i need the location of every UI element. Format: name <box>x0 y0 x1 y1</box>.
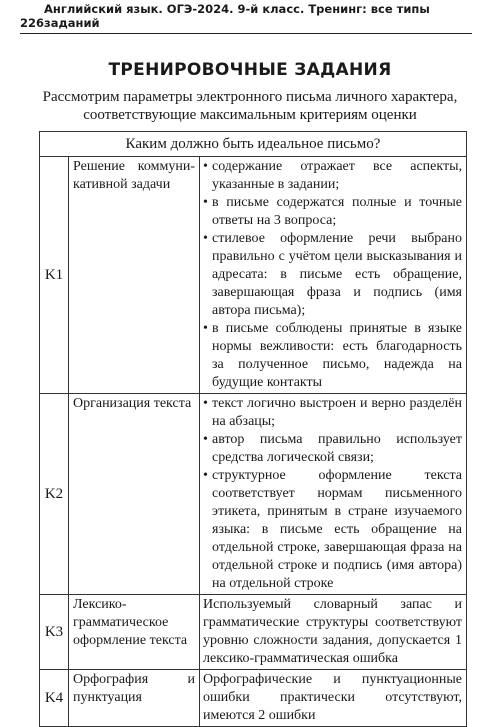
criterion-description: Орфографические и пунктуационные ошибки практически отсутствуют, имеются 2 ошибки <box>200 670 467 727</box>
list-item: • в письме соблюдены принятые в языке нормы вежливости: есть благодарность за полученное письмо, надежда на будущие контакты <box>203 320 462 392</box>
page-number: 226 <box>20 16 45 30</box>
header-rule <box>20 33 472 34</box>
list-item: • стилевое оформление речи выбрано правильно с учётом цели высказывания и адресата: в письме есть обращение, завершающая фраза и подпись (имя автора письма); <box>203 230 462 320</box>
criterion-code: K2 <box>40 394 69 595</box>
criterion-description <box>200 394 467 595</box>
table-row <box>40 394 467 595</box>
criterion-name: Орфография и пунктуация <box>69 670 200 727</box>
book-title: Английский язык. ОГЭ-2024. 9-й класс. Тренинг: все типы заданий <box>44 2 430 30</box>
list-item: • структурное оформление текста соответствует нормам письменного этикета, принятым в стране изучаемого языка: в письме есть обращение на отдельной строке, завершающая фраза на отдельной строке и подпись (имя автора) на отдельной строке <box>203 467 462 593</box>
running-header <box>20 2 472 30</box>
list-item: • в письме содержатся полные и точные ответы на 3 вопроса; <box>203 194 462 230</box>
section-title: ТРЕНИРОВОЧНЫЕ ЗАДАНИЯ <box>108 60 392 80</box>
criteria-table <box>39 131 467 727</box>
table-row <box>40 670 467 727</box>
table-row <box>40 595 467 670</box>
criterion-name: Решение коммуни-кативной задачи <box>69 157 200 394</box>
section-subtitle: Рассмотрим параметры электронного письма личного характера, соответствующие максимальным критериям оценки <box>42 89 458 123</box>
criterion-code: K3 <box>40 595 69 670</box>
criterion-name: Лексико-грамматическое оформление текста <box>69 595 200 670</box>
list-item: • текст логично выстроен и верно разделён на абзацы; <box>203 395 462 431</box>
table-row <box>40 157 467 394</box>
list-item: • содержание отражает все аспекты, указанные в задании; <box>203 158 462 194</box>
criterion-description <box>200 157 467 394</box>
table-header: Каким должно быть идеальное письмо? <box>40 132 467 157</box>
list-item: • автор письма правильно использует средства логической связи; <box>203 431 462 467</box>
table-header-row <box>40 132 467 157</box>
criterion-code: K1 <box>40 157 69 394</box>
criterion-description: Используемый словарный запас и грамматические структуры соответствуют уровню сложности задания, допускается 1 лексико-грамматическая ошибка <box>200 595 467 670</box>
criterion-name: Организация текста <box>69 394 200 595</box>
criterion-code: K4 <box>40 670 69 727</box>
